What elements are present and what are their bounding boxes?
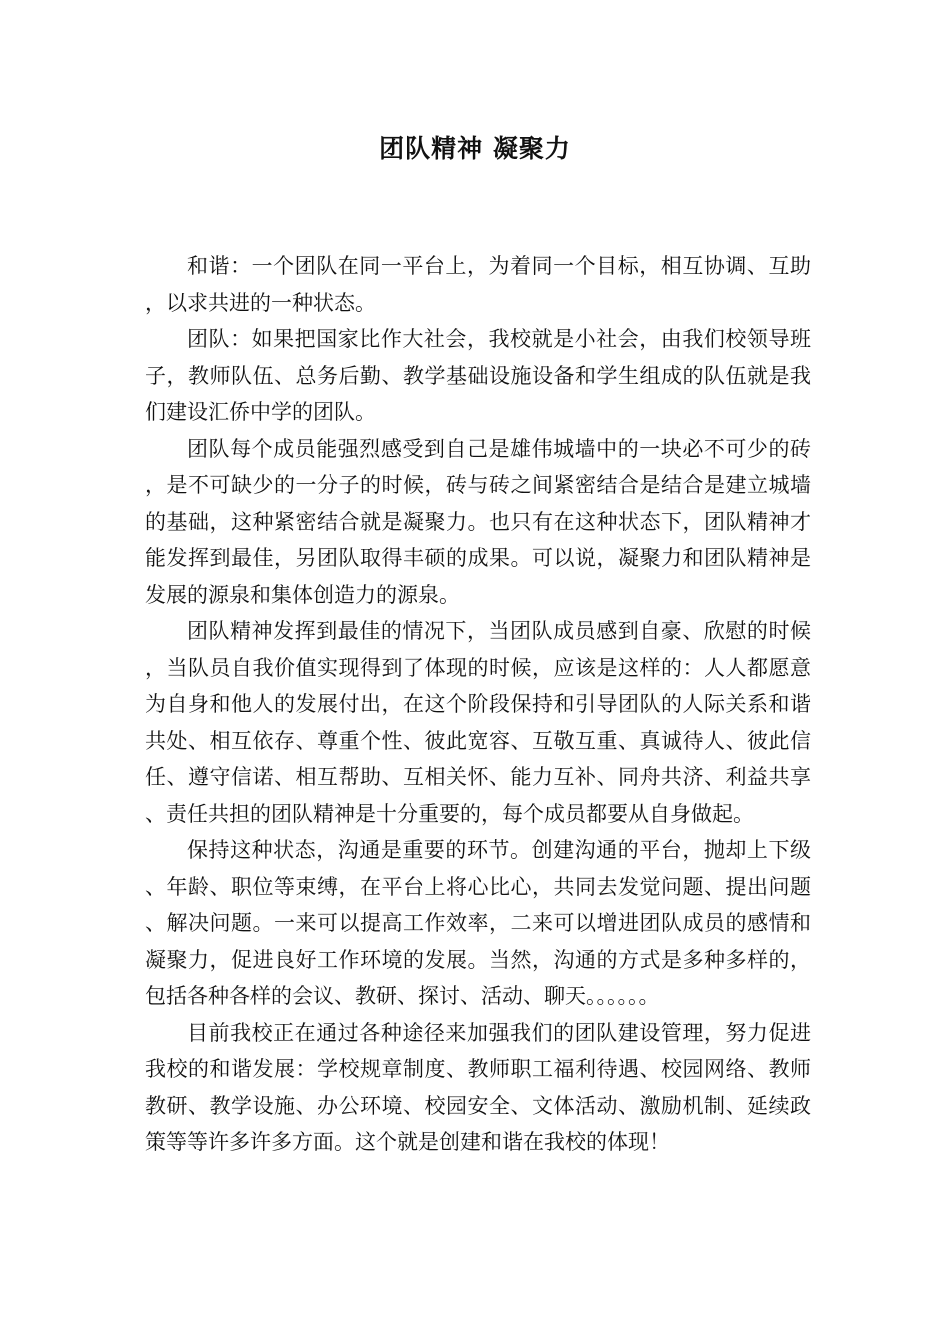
paragraph-harmony: 和谐：一个团队在同一平台上，为着同一个目标，相互协调、互助，以求共进的一种状态。 xyxy=(145,254,811,315)
document-title: 团队精神 凝聚力 xyxy=(379,134,571,163)
paragraph-communication: 保持这种状态，沟通是重要的环节。创建沟通的平台，抛却上下级、年龄、职位等束缚，在平台上将心比心，共同去发觉问题、提出问题、解决问题。一来可以提高工作效率，二来可以增进团队成员的感情和凝聚力，促进良好工作环境的发展。当然，沟通的方式是多种多样的，包括各种各样的会议、教研、探讨、活动、聊天。。。。。。 xyxy=(145,838,811,1008)
paragraph-team: 团队：如果把国家比作大社会，我校就是小社会，由我们校领导班子，教师队伍、总务后勤、教学基础设施设备和学生组成的队伍就是我们建设汇侨中学的团队。 xyxy=(145,327,811,424)
paragraph-school-development: 目前我校正在通过各种途径来加强我们的团队建设管理，努力促进我校的和谐发展：学校规章制度、教师职工福利待遇、校园网络、教师教研、教学设施、办公环境、校园安全、文体活动、激励机制、延续政策等等许多许多方面。这个就是创建和谐在我校的体现！ xyxy=(145,1020,811,1154)
paragraph-cohesion: 团队每个成员能强烈感受到自己是雄伟城墙中的一块必不可少的砖，是不可缺少的一分子的时候，砖与砖之间紧密结合是结合是建立城墙的基础，这种紧密结合就是凝聚力。也只有在这种状态下，团队精神才能发挥到最佳，另团队取得丰硕的成果。可以说，凝聚力和团队精神是发展的源泉和集体创造力的源泉。 xyxy=(145,436,811,607)
document-body xyxy=(145,248,811,1161)
paragraph-team-spirit: 团队精神发挥到最佳的情况下，当团队成员感到自豪、欣慰的时候，当队员自我价值实现得到了体现的时候，应该是这样的：人人都愿意为自身和他人的发展付出，在这个阶段保持和引导团队的人际关系和谐共处、相互依存、尊重个性、彼此宽容、互敬互重、真诚待人、彼此信任、遵守信诺、相互帮助、互相关怀、能力互补、同舟共济、利益共享、责任共担的团队精神是十分重要的，每个成员都要从自身做起。 xyxy=(145,619,811,826)
